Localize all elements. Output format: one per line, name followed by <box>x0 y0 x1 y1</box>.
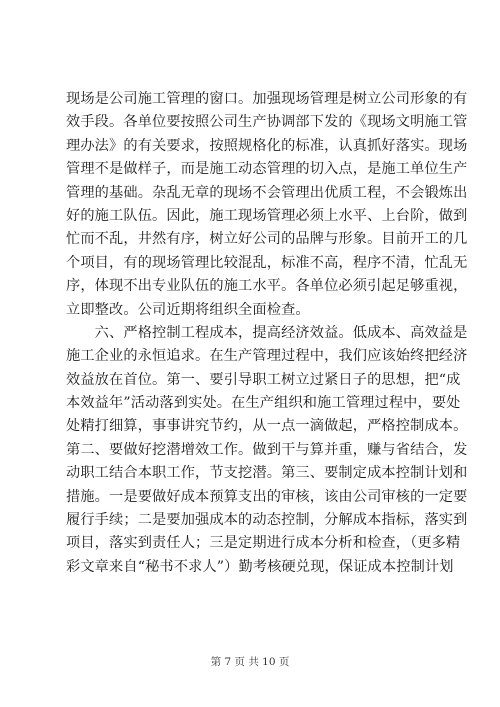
text-line: 项目，落实到责任人；三是定期进行成本分析和检查，（更多精 <box>66 535 461 552</box>
text-line: 本效益年”活动落到实处。在生产组织和施工管理过程中，要处 <box>66 395 461 412</box>
text-line: 效手段。各单位要按照公司生产协调部下发的《现场文明施工管 <box>66 114 468 131</box>
text-line: 立即整改。公司近期将组织全面检查。 <box>66 301 310 318</box>
text-line: 序，体现不出专业队伍的施工水平。各单位必须引起足够重视， <box>66 278 468 295</box>
text-line: 忙而不乱，井然有序，树立好公司的品牌与形象。目前开工的几 <box>66 231 468 248</box>
text-line: 彩文章来自“秘书不求人”）勤考核硬兑现，保证成本控制计划 <box>66 558 454 575</box>
text-line: 个项目，有的现场管理比较混乱，标准不高，程序不清，忙乱无 <box>66 254 468 271</box>
page-footer: 第 7 页 共 10 页 <box>210 656 290 668</box>
text-line: 施工企业的永恒追求。在生产管理过程中，我们应该始终把经济 <box>66 348 468 365</box>
document-body <box>66 88 468 579</box>
text-line: 理办法》的有关要求，按照规格化的标准，认真抓好落实。现场 <box>66 137 468 154</box>
text-line: 第二、要做好挖潜增效工作。做到干与算并重，赚与省结合，发 <box>66 441 468 458</box>
text-line: 管理的基础。杂乱无章的现场不会管理出优质工程，不会锻炼出 <box>66 184 468 201</box>
text-line: 履行手续；二是要加强成本的动态控制，分解成本指标，落实到 <box>66 512 468 529</box>
text-line: 管理不是做样子，而是施工动态管理的切入点，是施工单位生产 <box>66 161 468 178</box>
text-line: 效益放在首位。第一、要引导职工树立过紧日子的思想，把“成 <box>66 371 461 388</box>
text-line: 动职工结合本职工作，节支挖潜。第三、要制定成本控制计划和 <box>66 465 468 482</box>
text-line: 措施。一是要做好成本预算支出的审核，该由公司审核的一定要 <box>66 488 468 505</box>
text-line: 六、严格控制工程成本，提高经济效益。低成本、高效益是 <box>66 324 468 341</box>
text-line: 处精打细算，事事讲究节约，从一点一滴做起，严格控制成本。 <box>66 418 468 435</box>
text-line: 现场是公司施工管理的窗口。加强现场管理是树立公司形象的有 <box>66 91 468 107</box>
text-line: 好的施工队伍。因此，施工现场管理必须上水平、上台阶，做到 <box>66 207 468 224</box>
